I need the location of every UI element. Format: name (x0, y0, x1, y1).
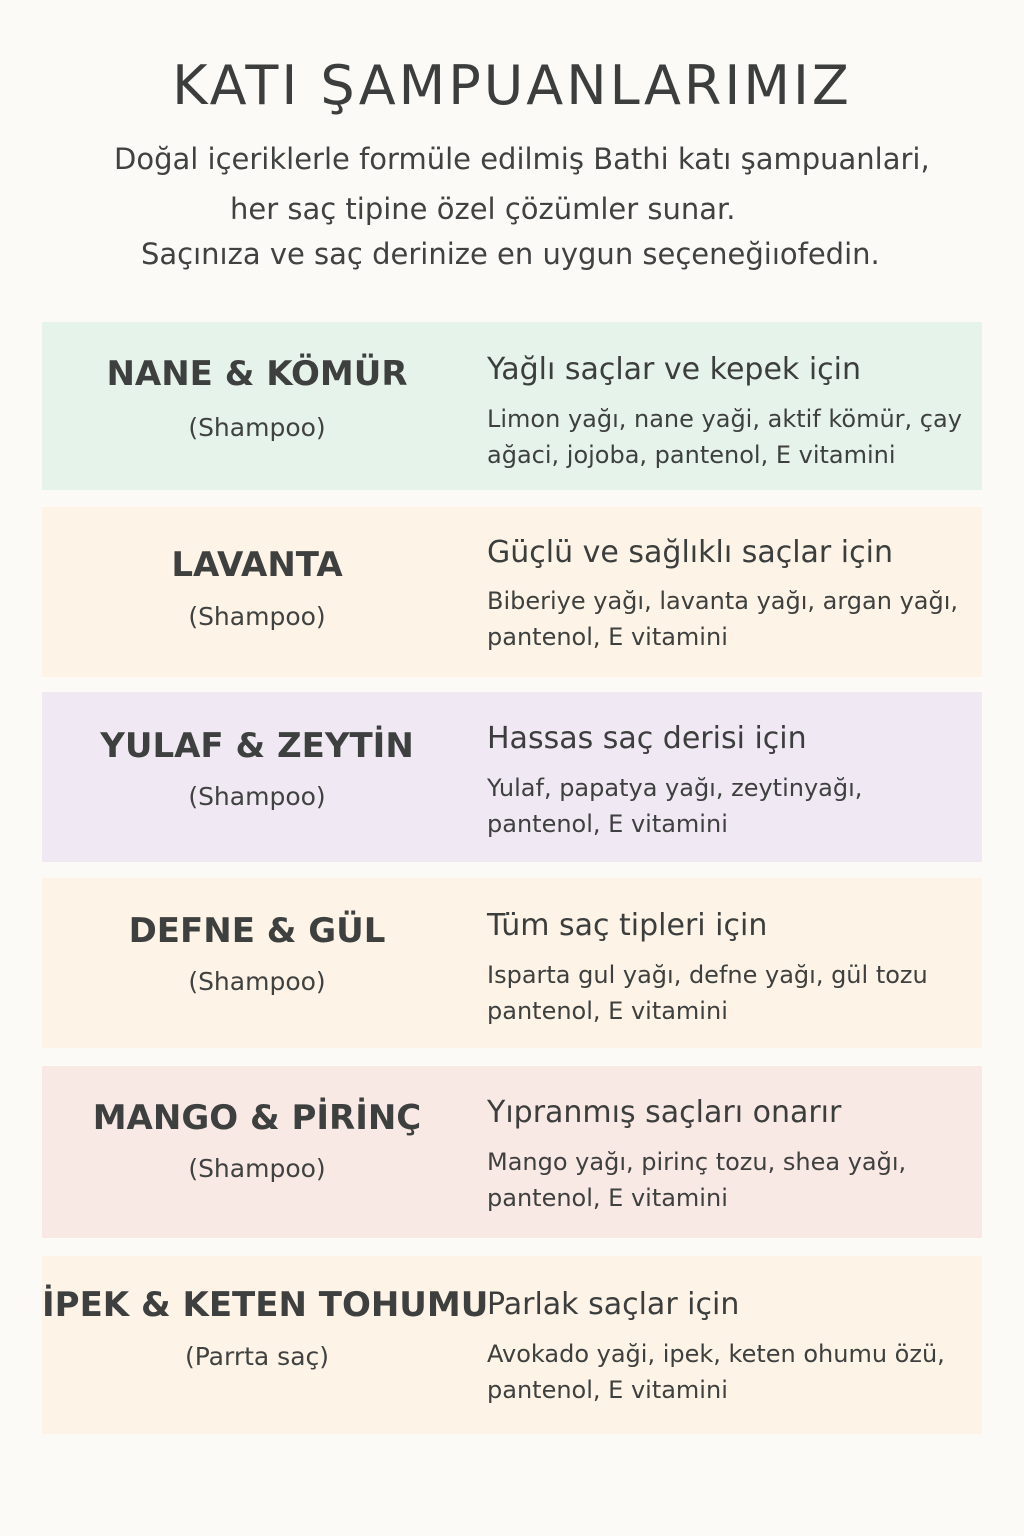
product-card-ipek-keten (42, 1256, 982, 1434)
product-heading: Parlak saçlar için (487, 1287, 740, 1322)
product-subtitle: (Shampoo) (188, 602, 326, 631)
intro-line-2: her saç tipine özel çözümler sunar. (230, 192, 736, 226)
product-name: YULAF & ZEYTİN (100, 726, 414, 766)
intro-line-3: Saçınıza ve saç derinize en uygun seçeneğiıofedin. (141, 237, 880, 271)
product-name: NANE & KÖMÜR (106, 354, 408, 394)
product-subtitle: (Shampoo) (188, 967, 326, 996)
product-card-yulaf-zeytin (42, 692, 982, 862)
product-card-lavanta (42, 507, 982, 677)
product-name: DEFNE & GÜL (128, 911, 386, 951)
product-ingredients: Isparta gul yağı, defne yağı, gül tozu pantenol, E vitamini (487, 961, 928, 1025)
product-subtitle: (Shampoo) (188, 413, 326, 442)
product-heading: Yıpranmış saçları onarır (487, 1095, 842, 1130)
page-title: KATI ŞAMPUANLARIMIZ (172, 54, 852, 117)
product-card-defne-gul (42, 878, 982, 1048)
product-ingredients: Limon yağı, nane yaği, aktif kömür, çay ağaci, jojoba, pantenol, E vitamini (487, 405, 962, 469)
product-heading: Hassas saç derisi için (487, 721, 807, 756)
product-subtitle: (Shampoo) (188, 782, 326, 811)
product-ingredients: Mango yağı, pirinç tozu, shea yağı, pantenol, E vitamini (487, 1148, 907, 1212)
product-subtitle: (Parrta saç) (184, 1342, 330, 1371)
product-name: İPEK & KETEN TOHUMU (42, 1285, 489, 1325)
intro-line-1: Doğal içeriklerle formüle edilmiş Bathi katı şampuanlari, (114, 142, 930, 176)
product-heading: Tüm saç tipleri için (487, 908, 768, 943)
product-card-nane-komur (42, 322, 982, 490)
product-name: LAVANTA (171, 545, 343, 585)
product-card-mango-pirinc (42, 1066, 982, 1238)
product-heading: Güçlü ve sağlıklı saçlar için (487, 535, 893, 570)
product-heading: Yağlı saçlar ve kepek için (487, 352, 862, 387)
product-name: MANGO & PİRİNÇ (92, 1098, 422, 1138)
product-ingredients: Biberiye yağı, lavanta yağı, argan yağı, pantenol, E vitamini (487, 587, 959, 651)
product-ingredients: Yulaf, papatya yağı, zeytinyağı, pantenol, E vitamini (487, 774, 863, 838)
product-subtitle: (Shampoo) (188, 1154, 326, 1183)
product-ingredients: Avokado yaği, ipek, keten ohumu özü, pantenol, E vitamini (487, 1340, 945, 1404)
